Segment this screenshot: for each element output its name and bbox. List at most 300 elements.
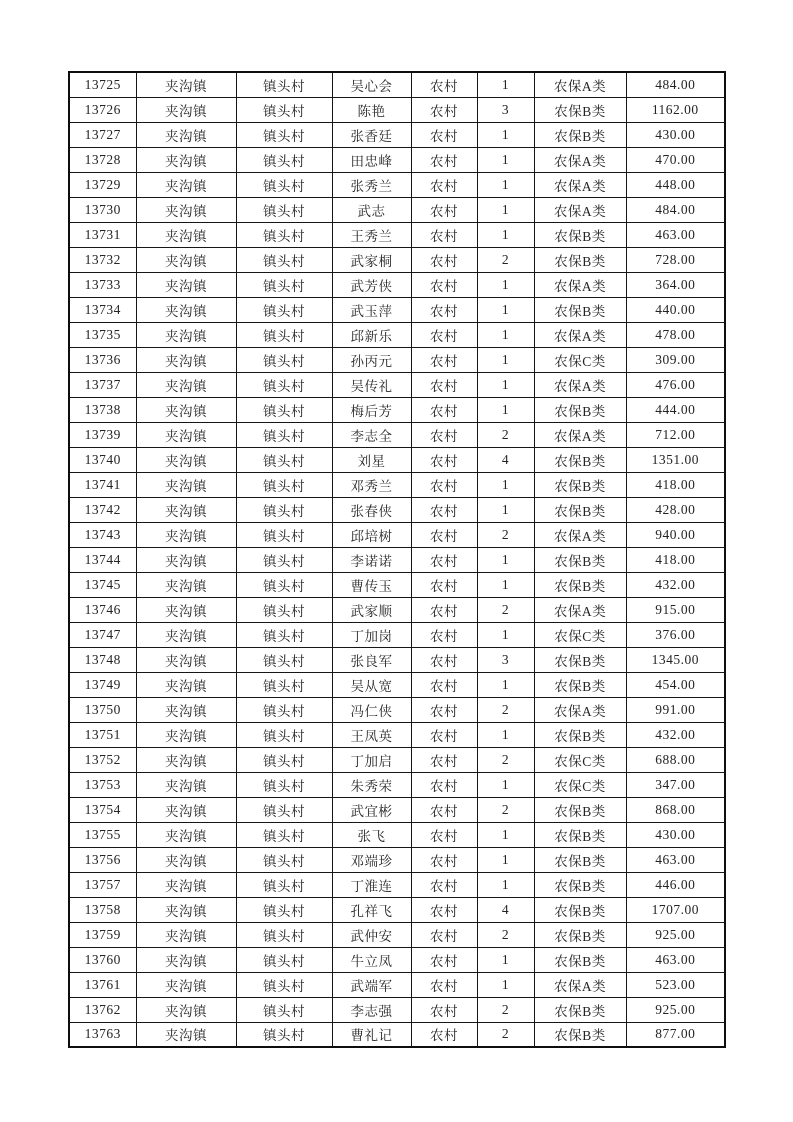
cell-person-count: 2 bbox=[477, 422, 534, 447]
cell-record-id: 13740 bbox=[69, 447, 136, 472]
cell-household-type: 农村 bbox=[411, 822, 477, 847]
cell-person-count: 3 bbox=[477, 647, 534, 672]
cell-village: 镇头村 bbox=[236, 122, 332, 147]
cell-village: 镇头村 bbox=[236, 797, 332, 822]
table-row bbox=[69, 797, 725, 822]
cell-person-count: 2 bbox=[477, 522, 534, 547]
cell-household-type: 农村 bbox=[411, 622, 477, 647]
cell-person-name: 吴从宽 bbox=[332, 672, 411, 697]
cell-person-count: 2 bbox=[477, 247, 534, 272]
cell-village: 镇头村 bbox=[236, 872, 332, 897]
cell-person-name: 张良军 bbox=[332, 647, 411, 672]
cell-record-id: 13729 bbox=[69, 172, 136, 197]
cell-town: 夹沟镇 bbox=[136, 597, 236, 622]
cell-household-type: 农村 bbox=[411, 897, 477, 922]
table-body bbox=[69, 72, 725, 1047]
table-row bbox=[69, 522, 725, 547]
cell-amount: 463.00 bbox=[626, 947, 725, 972]
cell-insurance-category: 农保B类 bbox=[534, 572, 626, 597]
cell-household-type: 农村 bbox=[411, 847, 477, 872]
cell-household-type: 农村 bbox=[411, 797, 477, 822]
cell-insurance-category: 农保B类 bbox=[534, 797, 626, 822]
cell-amount: 432.00 bbox=[626, 572, 725, 597]
cell-amount: 418.00 bbox=[626, 472, 725, 497]
table-row bbox=[69, 122, 725, 147]
cell-amount: 470.00 bbox=[626, 147, 725, 172]
cell-person-count: 1 bbox=[477, 397, 534, 422]
cell-town: 夹沟镇 bbox=[136, 347, 236, 372]
cell-record-id: 13757 bbox=[69, 872, 136, 897]
cell-record-id: 13753 bbox=[69, 772, 136, 797]
cell-household-type: 农村 bbox=[411, 1022, 477, 1047]
cell-town: 夹沟镇 bbox=[136, 572, 236, 597]
cell-amount: 915.00 bbox=[626, 597, 725, 622]
cell-insurance-category: 农保A类 bbox=[534, 322, 626, 347]
cell-record-id: 13728 bbox=[69, 147, 136, 172]
cell-village: 镇头村 bbox=[236, 497, 332, 522]
cell-town: 夹沟镇 bbox=[136, 672, 236, 697]
cell-town: 夹沟镇 bbox=[136, 722, 236, 747]
table-row bbox=[69, 697, 725, 722]
table-row bbox=[69, 72, 725, 97]
cell-amount: 376.00 bbox=[626, 622, 725, 647]
cell-person-count: 1 bbox=[477, 147, 534, 172]
cell-village: 镇头村 bbox=[236, 147, 332, 172]
cell-household-type: 农村 bbox=[411, 747, 477, 772]
cell-amount: 309.00 bbox=[626, 347, 725, 372]
cell-person-count: 1 bbox=[477, 847, 534, 872]
cell-person-count: 1 bbox=[477, 272, 534, 297]
cell-record-id: 13750 bbox=[69, 697, 136, 722]
cell-person-count: 2 bbox=[477, 997, 534, 1022]
cell-person-name: 丁加岗 bbox=[332, 622, 411, 647]
cell-insurance-category: 农保B类 bbox=[534, 947, 626, 972]
cell-person-count: 2 bbox=[477, 922, 534, 947]
cell-amount: 484.00 bbox=[626, 72, 725, 97]
cell-person-count: 1 bbox=[477, 497, 534, 522]
cell-person-count: 1 bbox=[477, 872, 534, 897]
cell-village: 镇头村 bbox=[236, 422, 332, 447]
cell-person-name: 李志强 bbox=[332, 997, 411, 1022]
cell-town: 夹沟镇 bbox=[136, 697, 236, 722]
cell-household-type: 农村 bbox=[411, 97, 477, 122]
cell-village: 镇头村 bbox=[236, 997, 332, 1022]
cell-person-name: 陈艳 bbox=[332, 97, 411, 122]
table-row bbox=[69, 897, 725, 922]
cell-village: 镇头村 bbox=[236, 697, 332, 722]
cell-insurance-category: 农保B类 bbox=[534, 672, 626, 697]
cell-amount: 940.00 bbox=[626, 522, 725, 547]
cell-person-count: 1 bbox=[477, 347, 534, 372]
cell-person-name: 丁加启 bbox=[332, 747, 411, 772]
cell-village: 镇头村 bbox=[236, 297, 332, 322]
cell-village: 镇头村 bbox=[236, 372, 332, 397]
cell-insurance-category: 农保A类 bbox=[534, 697, 626, 722]
table-row bbox=[69, 947, 725, 972]
cell-household-type: 农村 bbox=[411, 197, 477, 222]
cell-record-id: 13739 bbox=[69, 422, 136, 447]
cell-insurance-category: 农保B类 bbox=[534, 1022, 626, 1047]
cell-household-type: 农村 bbox=[411, 772, 477, 797]
cell-town: 夹沟镇 bbox=[136, 622, 236, 647]
table-row bbox=[69, 147, 725, 172]
cell-insurance-category: 农保A类 bbox=[534, 597, 626, 622]
cell-person-count: 3 bbox=[477, 97, 534, 122]
cell-town: 夹沟镇 bbox=[136, 497, 236, 522]
cell-person-count: 1 bbox=[477, 72, 534, 97]
table-row bbox=[69, 847, 725, 872]
cell-town: 夹沟镇 bbox=[136, 797, 236, 822]
cell-person-name: 武志 bbox=[332, 197, 411, 222]
cell-town: 夹沟镇 bbox=[136, 972, 236, 997]
cell-record-id: 13749 bbox=[69, 672, 136, 697]
cell-insurance-category: 农保B类 bbox=[534, 847, 626, 872]
cell-person-name: 刘星 bbox=[332, 447, 411, 472]
cell-person-name: 曹传玉 bbox=[332, 572, 411, 597]
cell-insurance-category: 农保B类 bbox=[534, 122, 626, 147]
cell-village: 镇头村 bbox=[236, 97, 332, 122]
cell-amount: 430.00 bbox=[626, 122, 725, 147]
cell-town: 夹沟镇 bbox=[136, 472, 236, 497]
cell-record-id: 13736 bbox=[69, 347, 136, 372]
table-row bbox=[69, 872, 725, 897]
table-row bbox=[69, 1022, 725, 1047]
cell-record-id: 13731 bbox=[69, 222, 136, 247]
cell-village: 镇头村 bbox=[236, 972, 332, 997]
table-row bbox=[69, 572, 725, 597]
cell-village: 镇头村 bbox=[236, 1022, 332, 1047]
cell-insurance-category: 农保B类 bbox=[534, 222, 626, 247]
cell-insurance-category: 农保B类 bbox=[534, 647, 626, 672]
cell-record-id: 13752 bbox=[69, 747, 136, 772]
cell-household-type: 农村 bbox=[411, 447, 477, 472]
cell-household-type: 农村 bbox=[411, 472, 477, 497]
cell-town: 夹沟镇 bbox=[136, 947, 236, 972]
cell-household-type: 农村 bbox=[411, 297, 477, 322]
cell-town: 夹沟镇 bbox=[136, 1022, 236, 1047]
cell-record-id: 13759 bbox=[69, 922, 136, 947]
cell-amount: 446.00 bbox=[626, 872, 725, 897]
cell-household-type: 农村 bbox=[411, 647, 477, 672]
cell-insurance-category: 农保A类 bbox=[534, 72, 626, 97]
cell-person-name: 朱秀荣 bbox=[332, 772, 411, 797]
cell-household-type: 农村 bbox=[411, 147, 477, 172]
table-row bbox=[69, 922, 725, 947]
cell-person-name: 邱培树 bbox=[332, 522, 411, 547]
table-row bbox=[69, 997, 725, 1022]
cell-amount: 347.00 bbox=[626, 772, 725, 797]
cell-town: 夹沟镇 bbox=[136, 272, 236, 297]
cell-village: 镇头村 bbox=[236, 247, 332, 272]
cell-household-type: 农村 bbox=[411, 497, 477, 522]
table-row bbox=[69, 547, 725, 572]
table-row bbox=[69, 772, 725, 797]
table-row bbox=[69, 447, 725, 472]
cell-household-type: 农村 bbox=[411, 697, 477, 722]
cell-person-name: 孙丙元 bbox=[332, 347, 411, 372]
cell-household-type: 农村 bbox=[411, 397, 477, 422]
cell-person-count: 1 bbox=[477, 322, 534, 347]
cell-amount: 1707.00 bbox=[626, 897, 725, 922]
table-row bbox=[69, 247, 725, 272]
cell-household-type: 农村 bbox=[411, 947, 477, 972]
table-row bbox=[69, 322, 725, 347]
table-row bbox=[69, 722, 725, 747]
cell-household-type: 农村 bbox=[411, 322, 477, 347]
cell-person-name: 邱新乐 bbox=[332, 322, 411, 347]
cell-record-id: 13754 bbox=[69, 797, 136, 822]
cell-person-count: 4 bbox=[477, 447, 534, 472]
cell-record-id: 13735 bbox=[69, 322, 136, 347]
cell-amount: 868.00 bbox=[626, 797, 725, 822]
cell-amount: 1162.00 bbox=[626, 97, 725, 122]
cell-amount: 430.00 bbox=[626, 822, 725, 847]
cell-town: 夹沟镇 bbox=[136, 322, 236, 347]
cell-person-count: 1 bbox=[477, 572, 534, 597]
cell-household-type: 农村 bbox=[411, 247, 477, 272]
cell-person-count: 1 bbox=[477, 222, 534, 247]
cell-amount: 444.00 bbox=[626, 397, 725, 422]
cell-person-name: 李志全 bbox=[332, 422, 411, 447]
cell-amount: 428.00 bbox=[626, 497, 725, 522]
cell-insurance-category: 农保C类 bbox=[534, 747, 626, 772]
cell-amount: 484.00 bbox=[626, 197, 725, 222]
cell-town: 夹沟镇 bbox=[136, 647, 236, 672]
cell-amount: 440.00 bbox=[626, 297, 725, 322]
cell-village: 镇头村 bbox=[236, 947, 332, 972]
cell-person-name: 曹礼记 bbox=[332, 1022, 411, 1047]
cell-amount: 728.00 bbox=[626, 247, 725, 272]
cell-person-name: 冯仁侠 bbox=[332, 697, 411, 722]
cell-insurance-category: 农保B类 bbox=[534, 997, 626, 1022]
cell-amount: 991.00 bbox=[626, 697, 725, 722]
cell-village: 镇头村 bbox=[236, 747, 332, 772]
cell-village: 镇头村 bbox=[236, 522, 332, 547]
cell-person-count: 1 bbox=[477, 172, 534, 197]
table-row bbox=[69, 472, 725, 497]
table-row bbox=[69, 672, 725, 697]
cell-record-id: 13733 bbox=[69, 272, 136, 297]
table-row bbox=[69, 172, 725, 197]
cell-person-count: 1 bbox=[477, 772, 534, 797]
cell-insurance-category: 农保B类 bbox=[534, 722, 626, 747]
cell-village: 镇头村 bbox=[236, 72, 332, 97]
cell-household-type: 农村 bbox=[411, 722, 477, 747]
cell-village: 镇头村 bbox=[236, 772, 332, 797]
cell-person-name: 吴心会 bbox=[332, 72, 411, 97]
cell-person-name: 武端军 bbox=[332, 972, 411, 997]
cell-amount: 454.00 bbox=[626, 672, 725, 697]
cell-insurance-category: 农保B类 bbox=[534, 872, 626, 897]
cell-record-id: 13746 bbox=[69, 597, 136, 622]
cell-amount: 1351.00 bbox=[626, 447, 725, 472]
table-row bbox=[69, 747, 725, 772]
cell-insurance-category: 农保A类 bbox=[534, 422, 626, 447]
cell-record-id: 13727 bbox=[69, 122, 136, 147]
cell-town: 夹沟镇 bbox=[136, 397, 236, 422]
cell-household-type: 农村 bbox=[411, 222, 477, 247]
cell-village: 镇头村 bbox=[236, 472, 332, 497]
cell-household-type: 农村 bbox=[411, 422, 477, 447]
cell-amount: 1345.00 bbox=[626, 647, 725, 672]
cell-person-name: 张飞 bbox=[332, 822, 411, 847]
cell-person-name: 田忠峰 bbox=[332, 147, 411, 172]
cell-person-count: 1 bbox=[477, 672, 534, 697]
cell-insurance-category: 农保A类 bbox=[534, 197, 626, 222]
cell-household-type: 农村 bbox=[411, 872, 477, 897]
cell-record-id: 13725 bbox=[69, 72, 136, 97]
cell-village: 镇头村 bbox=[236, 622, 332, 647]
cell-town: 夹沟镇 bbox=[136, 372, 236, 397]
cell-person-count: 1 bbox=[477, 822, 534, 847]
cell-record-id: 13756 bbox=[69, 847, 136, 872]
cell-insurance-category: 农保B类 bbox=[534, 247, 626, 272]
cell-insurance-category: 农保B类 bbox=[534, 822, 626, 847]
cell-town: 夹沟镇 bbox=[136, 872, 236, 897]
cell-person-name: 武家桐 bbox=[332, 247, 411, 272]
cell-person-count: 1 bbox=[477, 122, 534, 147]
cell-household-type: 农村 bbox=[411, 547, 477, 572]
cell-insurance-category: 农保A类 bbox=[534, 972, 626, 997]
cell-insurance-category: 农保C类 bbox=[534, 347, 626, 372]
cell-village: 镇头村 bbox=[236, 447, 332, 472]
cell-town: 夹沟镇 bbox=[136, 422, 236, 447]
cell-household-type: 农村 bbox=[411, 972, 477, 997]
cell-town: 夹沟镇 bbox=[136, 897, 236, 922]
cell-insurance-category: 农保C类 bbox=[534, 622, 626, 647]
cell-person-count: 4 bbox=[477, 897, 534, 922]
cell-amount: 364.00 bbox=[626, 272, 725, 297]
cell-person-name: 王凤英 bbox=[332, 722, 411, 747]
cell-town: 夹沟镇 bbox=[136, 72, 236, 97]
cell-record-id: 13730 bbox=[69, 197, 136, 222]
cell-person-name: 丁淮连 bbox=[332, 872, 411, 897]
cell-household-type: 农村 bbox=[411, 922, 477, 947]
cell-town: 夹沟镇 bbox=[136, 247, 236, 272]
cell-record-id: 13763 bbox=[69, 1022, 136, 1047]
cell-insurance-category: 农保B类 bbox=[534, 472, 626, 497]
cell-insurance-category: 农保A类 bbox=[534, 172, 626, 197]
cell-insurance-category: 农保A类 bbox=[534, 272, 626, 297]
table-row bbox=[69, 97, 725, 122]
cell-person-name: 李诺诺 bbox=[332, 547, 411, 572]
cell-insurance-category: 农保A类 bbox=[534, 372, 626, 397]
cell-person-count: 2 bbox=[477, 797, 534, 822]
cell-record-id: 13755 bbox=[69, 822, 136, 847]
cell-household-type: 农村 bbox=[411, 672, 477, 697]
cell-household-type: 农村 bbox=[411, 572, 477, 597]
cell-person-count: 1 bbox=[477, 472, 534, 497]
cell-household-type: 农村 bbox=[411, 997, 477, 1022]
cell-insurance-category: 农保B类 bbox=[534, 97, 626, 122]
table-row bbox=[69, 972, 725, 997]
cell-town: 夹沟镇 bbox=[136, 522, 236, 547]
cell-person-count: 1 bbox=[477, 297, 534, 322]
cell-record-id: 13760 bbox=[69, 947, 136, 972]
table-row bbox=[69, 647, 725, 672]
cell-town: 夹沟镇 bbox=[136, 122, 236, 147]
cell-town: 夹沟镇 bbox=[136, 172, 236, 197]
cell-record-id: 13745 bbox=[69, 572, 136, 597]
cell-household-type: 农村 bbox=[411, 272, 477, 297]
cell-amount: 523.00 bbox=[626, 972, 725, 997]
cell-amount: 877.00 bbox=[626, 1022, 725, 1047]
cell-amount: 418.00 bbox=[626, 547, 725, 572]
cell-person-name: 武宜彬 bbox=[332, 797, 411, 822]
cell-town: 夹沟镇 bbox=[136, 822, 236, 847]
cell-insurance-category: 农保B类 bbox=[534, 897, 626, 922]
cell-record-id: 13758 bbox=[69, 897, 136, 922]
cell-village: 镇头村 bbox=[236, 897, 332, 922]
cell-town: 夹沟镇 bbox=[136, 297, 236, 322]
cell-person-name: 武芳侠 bbox=[332, 272, 411, 297]
cell-village: 镇头村 bbox=[236, 322, 332, 347]
table-row bbox=[69, 347, 725, 372]
cell-insurance-category: 农保A类 bbox=[534, 522, 626, 547]
cell-town: 夹沟镇 bbox=[136, 547, 236, 572]
cell-insurance-category: 农保B类 bbox=[534, 922, 626, 947]
cell-person-count: 2 bbox=[477, 747, 534, 772]
cell-person-count: 2 bbox=[477, 597, 534, 622]
cell-amount: 432.00 bbox=[626, 722, 725, 747]
cell-person-count: 2 bbox=[477, 697, 534, 722]
cell-person-name: 吴传礼 bbox=[332, 372, 411, 397]
cell-person-name: 武家顺 bbox=[332, 597, 411, 622]
insurance-roster-table bbox=[68, 71, 726, 1048]
cell-amount: 925.00 bbox=[626, 997, 725, 1022]
cell-person-name: 张秀兰 bbox=[332, 172, 411, 197]
cell-town: 夹沟镇 bbox=[136, 847, 236, 872]
cell-person-count: 1 bbox=[477, 622, 534, 647]
cell-person-name: 武仲安 bbox=[332, 922, 411, 947]
cell-insurance-category: 农保C类 bbox=[534, 772, 626, 797]
cell-record-id: 13762 bbox=[69, 997, 136, 1022]
cell-person-name: 梅后芳 bbox=[332, 397, 411, 422]
cell-person-name: 张香廷 bbox=[332, 122, 411, 147]
cell-record-id: 13734 bbox=[69, 297, 136, 322]
cell-person-name: 孔祥飞 bbox=[332, 897, 411, 922]
cell-village: 镇头村 bbox=[236, 272, 332, 297]
table-row bbox=[69, 272, 725, 297]
cell-household-type: 农村 bbox=[411, 347, 477, 372]
cell-person-name: 牛立凤 bbox=[332, 947, 411, 972]
cell-village: 镇头村 bbox=[236, 572, 332, 597]
cell-record-id: 13738 bbox=[69, 397, 136, 422]
cell-record-id: 13744 bbox=[69, 547, 136, 572]
cell-person-name: 王秀兰 bbox=[332, 222, 411, 247]
cell-village: 镇头村 bbox=[236, 647, 332, 672]
cell-village: 镇头村 bbox=[236, 847, 332, 872]
table-row bbox=[69, 222, 725, 247]
cell-amount: 478.00 bbox=[626, 322, 725, 347]
cell-person-count: 1 bbox=[477, 197, 534, 222]
table-row bbox=[69, 297, 725, 322]
cell-amount: 476.00 bbox=[626, 372, 725, 397]
cell-record-id: 13741 bbox=[69, 472, 136, 497]
table-row bbox=[69, 372, 725, 397]
cell-household-type: 农村 bbox=[411, 522, 477, 547]
cell-amount: 712.00 bbox=[626, 422, 725, 447]
cell-town: 夹沟镇 bbox=[136, 772, 236, 797]
cell-village: 镇头村 bbox=[236, 822, 332, 847]
cell-insurance-category: 农保B类 bbox=[534, 497, 626, 522]
table-row bbox=[69, 597, 725, 622]
cell-household-type: 农村 bbox=[411, 72, 477, 97]
cell-record-id: 13748 bbox=[69, 647, 136, 672]
cell-village: 镇头村 bbox=[236, 222, 332, 247]
cell-household-type: 农村 bbox=[411, 172, 477, 197]
cell-insurance-category: 农保B类 bbox=[534, 397, 626, 422]
